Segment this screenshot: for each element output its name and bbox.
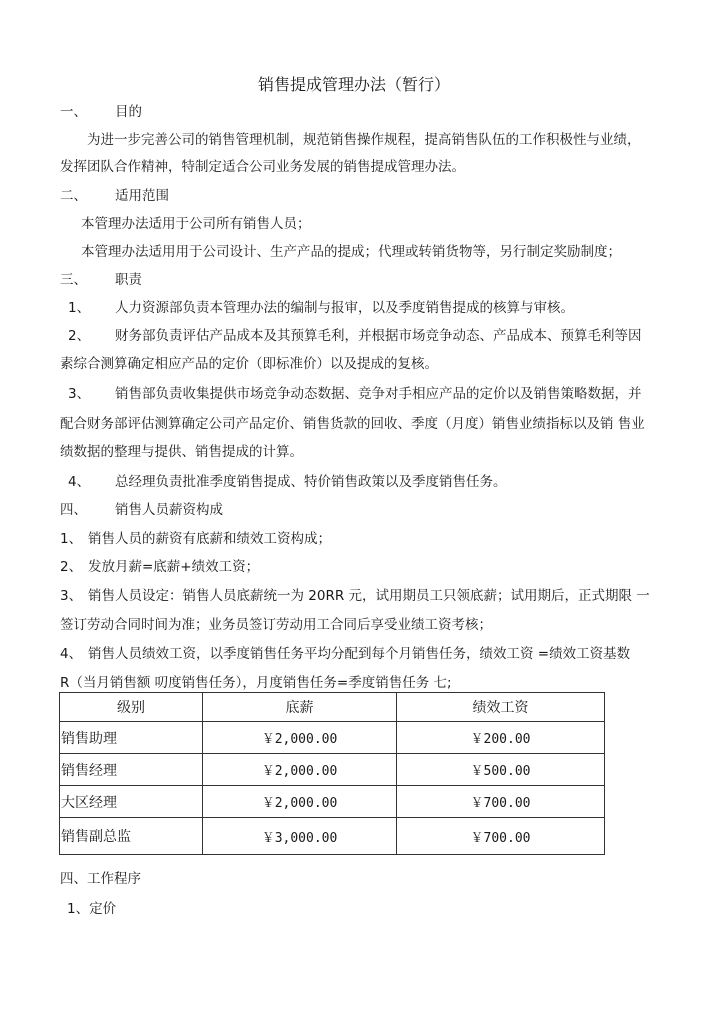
duty-item-line: 配合财务部评估测算确定公司产品定价、销售货款的回收、季度（月度）销售业绩指标以及销 售业 <box>60 416 645 432</box>
duty-item-line: 财务部负责评估产品成本及其预算毛利，并根据市场竞争动态、产品成本、预算毛利等因 <box>115 328 642 344</box>
table-cell-level: 大区经理 <box>60 786 203 818</box>
paragraph-line: 发挥团队合作精神，特制定适合公司业务发展的销售提成管理办法。 <box>60 159 465 175</box>
section-salary-heading: 销售人员薪资构成 <box>115 502 223 518</box>
salary-item-line: R（当月销售额 叨度销售任务），月度销售任务=季度销售任务 七; <box>60 675 452 691</box>
duty-item-line: 总经理负责批准季度销售提成、特价销售政策以及季度销售任务。 <box>115 474 507 490</box>
duty-item-number: 1、 <box>68 300 91 316</box>
salary-item-line: 销售人员绩效工资，以季度销售任务平均分配到每个月销售任务，绩效工资 =绩效工资基数 <box>88 646 631 662</box>
table-row <box>60 754 605 786</box>
duty-item-line: 素综合测算确定相应产品的定价（即标准价）以及提成的复核。 <box>60 356 438 372</box>
table-row <box>60 722 605 754</box>
section-duties-heading: 职责 <box>115 272 142 288</box>
table-row <box>60 786 605 818</box>
table-cell-level: 销售助理 <box>60 722 203 754</box>
duty-item-line: 绩数据的整理与提供、销售提成的计算。 <box>60 444 303 460</box>
section-salary-number: 四、 <box>60 502 87 518</box>
salary-item-line: 发放月薪=底薪+绩效工资； <box>88 559 260 575</box>
document-title: 销售提成管理办法（暂行） <box>258 75 451 94</box>
table-row <box>60 818 605 855</box>
duty-item-line: 人力资源部负责本管理办法的编制与报审，以及季度销售提成的核算与审核。 <box>115 300 574 316</box>
table-header-level: 级别 <box>60 693 203 722</box>
salary-item-number: 4、 <box>60 646 83 662</box>
paragraph-line: 本管理办法适用用于公司设计、生产产品的提成；代理或转销货物等，另行制定奖励制度； <box>81 244 621 260</box>
salary-item-line: 签订劳动合同时间为准；业务员签订劳动用工合同后享受业绩工资考核； <box>60 617 492 633</box>
table-header-row <box>60 693 605 722</box>
table-cell-base-salary: ￥2,000.00 <box>203 786 397 818</box>
section-scope-number: 二、 <box>60 188 87 204</box>
table-cell-performance-pay: ￥700.00 <box>397 786 605 818</box>
paragraph-line: 为进一步完善公司的销售管理机制，规范销售操作规程，提高销售队伍的工作积极性与业绩， <box>87 132 641 148</box>
salary-item-line: 销售人员的薪资有底薪和绩效工资构成； <box>88 531 331 547</box>
salary-table <box>59 692 605 855</box>
table-cell-performance-pay: ￥700.00 <box>397 818 605 855</box>
table-cell-performance-pay: ￥500.00 <box>397 754 605 786</box>
salary-item-number: 1、 <box>60 531 83 547</box>
duty-item-number: 4、 <box>68 474 91 490</box>
salary-item-line: 销售人员设定：销售人员底薪统一为 20RR 元，试用期员工只领底薪；试用期后，正式期限 一 <box>88 588 650 604</box>
duty-item-number: 3、 <box>68 386 91 402</box>
section-scope-heading: 适用范围 <box>115 188 169 204</box>
salary-item-number: 3、 <box>60 588 83 604</box>
table-cell-base-salary: ￥3,000.00 <box>203 818 397 855</box>
section-procedure-heading: 四、工作程序 <box>60 871 141 887</box>
section-purpose-number: 一、 <box>60 104 87 120</box>
section-purpose-heading: 目的 <box>115 104 142 120</box>
section-duties-number: 三、 <box>60 272 87 288</box>
duty-item-number: 2、 <box>68 328 91 344</box>
table-cell-performance-pay: ￥200.00 <box>397 722 605 754</box>
paragraph-line: 本管理办法适用于公司所有销售人员； <box>81 216 311 232</box>
table-header-base-salary: 底薪 <box>203 693 397 722</box>
table-cell-base-salary: ￥2,000.00 <box>203 722 397 754</box>
procedure-subheading: 1、定价 <box>67 901 117 917</box>
duty-item-line: 销售部负责收集提供市场竞争动态数据、竞争对手相应产品的定价以及销售策略数据，并 <box>115 386 642 402</box>
salary-item-number: 2、 <box>60 559 83 575</box>
table-header-performance-pay: 绩效工资 <box>397 693 605 722</box>
table-cell-level: 销售副总监 <box>60 818 203 855</box>
table-cell-level: 销售经理 <box>60 754 203 786</box>
table-cell-base-salary: ￥2,000.00 <box>203 754 397 786</box>
